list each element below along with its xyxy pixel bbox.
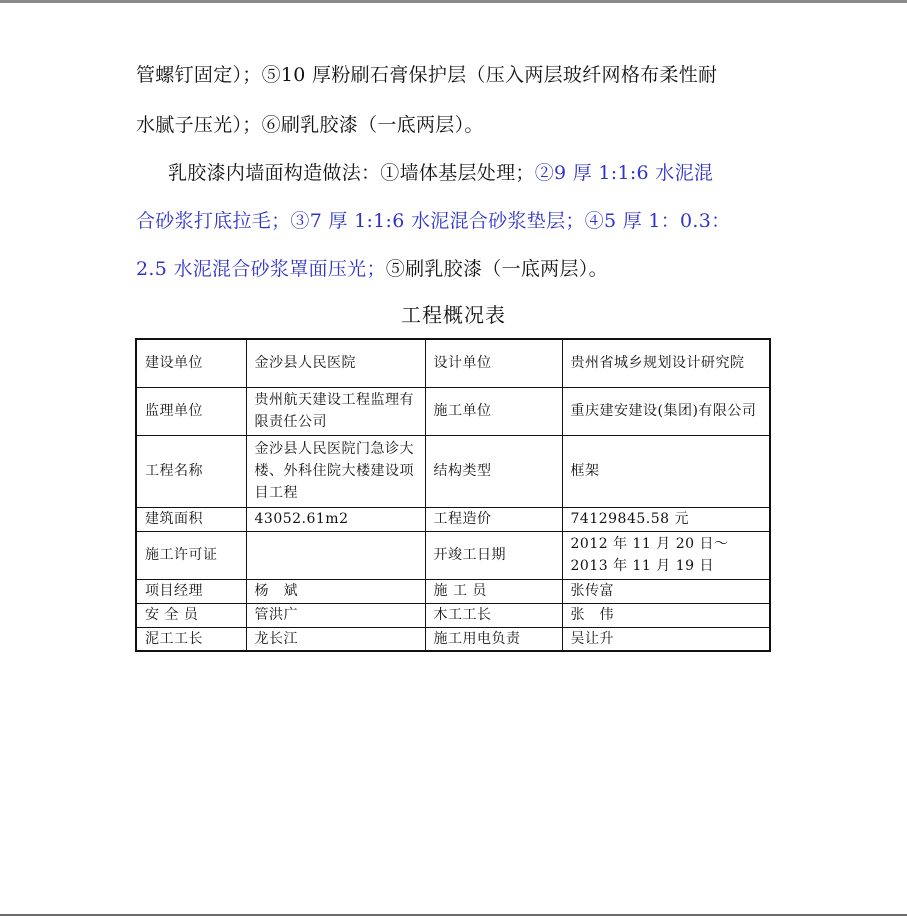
table-cell: 框架 bbox=[562, 435, 770, 507]
table-cell: 施工用电负责 bbox=[425, 627, 562, 651]
table-cell: 安 全 员 bbox=[136, 603, 246, 627]
table-cell: 金沙县人民医院 bbox=[246, 339, 425, 387]
table-row bbox=[136, 531, 770, 579]
paragraph-line-1: 管螺钉固定）；⑤10 厚粉刷石膏保护层（压入两层玻纤网格布柔性耐 bbox=[136, 64, 718, 86]
table-cell: 建设单位 bbox=[136, 339, 246, 387]
paragraph-line-2: 水腻子压光）；⑥刷乳胶漆（一底两层）。 bbox=[136, 114, 484, 136]
paragraph-line-5-black: ⑤刷乳胶漆（一底两层）。 bbox=[385, 258, 608, 280]
paragraph-line-3-blue: ②9 厚 1:1:6 水泥混 bbox=[534, 162, 714, 184]
paragraph-line-5 bbox=[0, 257, 907, 281]
table-row bbox=[136, 507, 770, 531]
table-cell: 龙长江 bbox=[246, 627, 425, 651]
table-cell: 74129845.58 元 bbox=[562, 507, 770, 531]
paragraph-line-3 bbox=[0, 161, 907, 185]
table-cell: 2012 年 11 月 20 日～2013 年 11 月 19 日 bbox=[562, 531, 770, 579]
table-cell: 张 伟 bbox=[562, 603, 770, 627]
table-cell: 项目经理 bbox=[136, 579, 246, 603]
table-cell: 吴让升 bbox=[562, 627, 770, 651]
table-cell: 金沙县人民医院门急诊大楼、外科住院大楼建设项目工程 bbox=[246, 435, 425, 507]
table-cell: 杨 斌 bbox=[246, 579, 425, 603]
table-row bbox=[136, 603, 770, 627]
paragraph-line-5-blue: 2.5 水泥混合砂浆罩面压光； bbox=[136, 258, 386, 280]
page-bottom-rule bbox=[0, 914, 907, 916]
page-top-rule bbox=[0, 0, 907, 3]
table-cell: 结构类型 bbox=[425, 435, 562, 507]
table-cell: 贵州航天建设工程监理有限责任公司 bbox=[246, 387, 425, 435]
table-cell: 建筑面积 bbox=[136, 507, 246, 531]
table-cell: 设计单位 bbox=[425, 339, 562, 387]
table-cell: 开竣工日期 bbox=[425, 531, 562, 579]
table-row bbox=[136, 387, 770, 435]
table-row bbox=[136, 627, 770, 651]
table-cell bbox=[246, 531, 425, 579]
table-cell: 工程造价 bbox=[425, 507, 562, 531]
table-cell: 泥工工长 bbox=[136, 627, 246, 651]
table-cell: 木工工长 bbox=[425, 603, 562, 627]
table-cell: 工程名称 bbox=[136, 435, 246, 507]
table-cell: 监理单位 bbox=[136, 387, 246, 435]
table-row bbox=[136, 579, 770, 603]
table-cell: 张传富 bbox=[562, 579, 770, 603]
table-cell: 管洪广 bbox=[246, 603, 425, 627]
table-row bbox=[136, 339, 770, 387]
table-cell: 施工单位 bbox=[425, 387, 562, 435]
table-cell: 施 工 员 bbox=[425, 579, 562, 603]
table-cell: 施工许可证 bbox=[136, 531, 246, 579]
paragraph-line-4: 合砂浆打底拉毛；③7 厚 1:1:6 水泥混合砂浆垫层；④5 厚 1：0.3： bbox=[136, 210, 731, 232]
table-cell: 贵州省城乡规划设计研究院 bbox=[562, 339, 770, 387]
table-cell: 重庆建安建设(集团)有限公司 bbox=[562, 387, 770, 435]
table-cell: 43052.61m2 bbox=[246, 507, 425, 531]
project-overview-table bbox=[135, 338, 771, 652]
table-title: 工程概况表 bbox=[401, 303, 506, 327]
paragraph-line-3-black: 乳胶漆内墙面构造做法：①墙体基层处理； bbox=[168, 162, 535, 184]
table-row bbox=[136, 435, 770, 507]
